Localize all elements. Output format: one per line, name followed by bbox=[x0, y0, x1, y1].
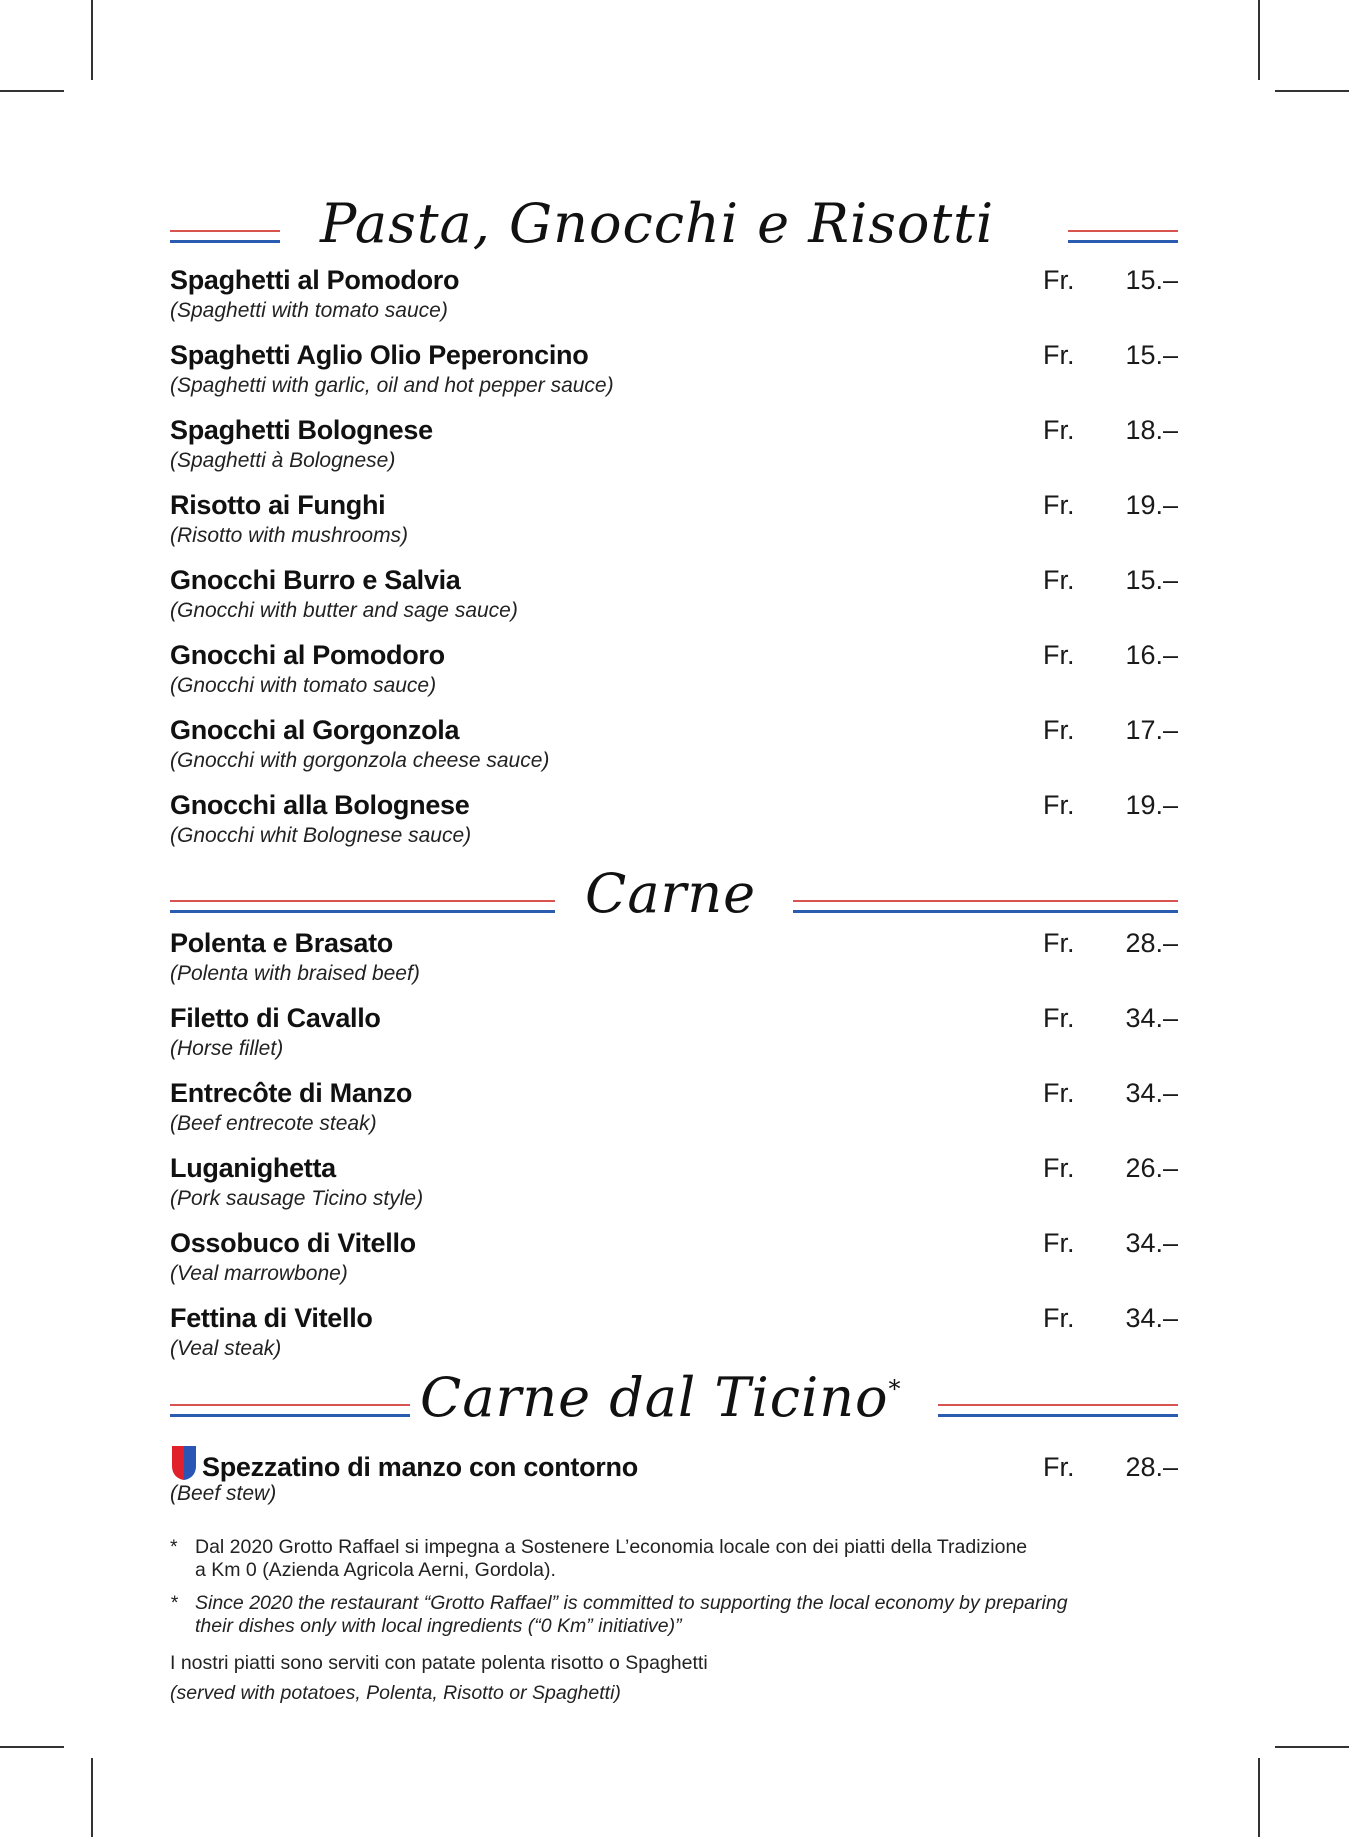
menu-item bbox=[170, 415, 1178, 485]
item-name: Spaghetti Bolognese bbox=[170, 415, 433, 445]
crop-mark bbox=[91, 1758, 93, 1837]
item-name: Filetto di Cavallo bbox=[170, 1003, 381, 1033]
item-price: 15.– bbox=[1125, 340, 1178, 370]
item-price: 17.– bbox=[1125, 715, 1178, 745]
footnote-line: Dal 2020 Grotto Raffael si impegna a Sostenere L’economia locale con dei piatti della Tradizione bbox=[195, 1536, 1028, 1558]
ticino-shield-icon bbox=[170, 1444, 198, 1482]
item-name: Spezzatino di manzo con contorno bbox=[202, 1452, 638, 1482]
item-currency: Fr. bbox=[1043, 565, 1075, 595]
footnote-english bbox=[170, 1592, 1068, 1638]
footnote-italian bbox=[170, 1536, 1027, 1582]
item-name: Ossobuco di Vitello bbox=[170, 1228, 416, 1258]
crop-mark bbox=[1275, 1746, 1349, 1748]
item-currency: Fr. bbox=[1043, 1078, 1075, 1108]
item-price: 19.– bbox=[1125, 490, 1178, 520]
item-name: Gnocchi al Pomodoro bbox=[170, 640, 445, 670]
asterisk-mark: * bbox=[888, 1375, 902, 1403]
menu-item bbox=[170, 490, 1178, 560]
footnote-line: Since 2020 the restaurant “Grotto Raffael” is committed to supporting the local economy by preparing bbox=[195, 1592, 1068, 1614]
item-currency: Fr. bbox=[1043, 340, 1075, 370]
menu-item bbox=[170, 1444, 1178, 1514]
item-description: (Gnocchi with tomato sauce) bbox=[170, 674, 437, 697]
section-title bbox=[420, 1366, 902, 1429]
item-description: (Spaghetti with tomato sauce) bbox=[170, 299, 448, 322]
item-name: Spaghetti Aglio Olio Peperoncino bbox=[170, 340, 589, 370]
section-title-text: Carne dal Ticino bbox=[420, 1366, 889, 1429]
crop-mark bbox=[91, 0, 93, 80]
divider bbox=[1068, 230, 1178, 243]
item-currency: Fr. bbox=[1043, 1452, 1075, 1482]
divider bbox=[170, 900, 555, 913]
item-name: Risotto ai Funghi bbox=[170, 490, 386, 520]
item-currency: Fr. bbox=[1043, 415, 1075, 445]
item-currency: Fr. bbox=[1043, 1228, 1075, 1258]
section-header-pasta bbox=[170, 192, 1178, 272]
asterisk-mark: * bbox=[170, 1536, 178, 1558]
divider bbox=[170, 1404, 410, 1417]
menu-item bbox=[170, 1228, 1178, 1298]
menu-item bbox=[170, 565, 1178, 635]
section-header-ticino bbox=[170, 1366, 1178, 1446]
item-name: Polenta e Brasato bbox=[170, 928, 393, 958]
menu-item bbox=[170, 1003, 1178, 1073]
menu-item bbox=[170, 1153, 1178, 1223]
item-description: (Gnocchi with gorgonzola cheese sauce) bbox=[170, 749, 550, 772]
item-price: 28.– bbox=[1125, 928, 1178, 958]
menu-item bbox=[170, 790, 1178, 860]
item-description: (Polenta with braised beef) bbox=[170, 962, 420, 985]
footnote-line: a Km 0 (Azienda Agricola Aerni, Gordola). bbox=[195, 1559, 556, 1581]
item-price: 18.– bbox=[1125, 415, 1178, 445]
menu-item bbox=[170, 340, 1178, 410]
item-price: 34.– bbox=[1125, 1303, 1178, 1333]
menu-item bbox=[170, 640, 1178, 710]
item-price: 28.– bbox=[1125, 1452, 1178, 1482]
item-price: 34.– bbox=[1125, 1078, 1178, 1108]
menu-item bbox=[170, 928, 1178, 998]
menu-item bbox=[170, 1078, 1178, 1148]
item-description: (Beef entrecote steak) bbox=[170, 1112, 377, 1135]
item-name: Gnocchi Burro e Salvia bbox=[170, 565, 461, 595]
menu-item bbox=[170, 715, 1178, 785]
crop-mark bbox=[1258, 1758, 1260, 1837]
item-name: Entrecôte di Manzo bbox=[170, 1078, 413, 1108]
section-title: Carne bbox=[585, 862, 757, 925]
item-name: Luganighetta bbox=[170, 1153, 336, 1183]
item-description: (Veal marrowbone) bbox=[170, 1262, 348, 1285]
item-price: 19.– bbox=[1125, 790, 1178, 820]
item-description: (Pork sausage Ticino style) bbox=[170, 1187, 424, 1210]
item-description: (Spaghetti à Bolognese) bbox=[170, 449, 396, 472]
sides-note-english: (served with potatoes, Polenta, Risotto or Spaghetti) bbox=[170, 1682, 621, 1704]
item-price: 26.– bbox=[1125, 1153, 1178, 1183]
item-currency: Fr. bbox=[1043, 790, 1075, 820]
item-name: Gnocchi alla Bolognese bbox=[170, 790, 470, 820]
item-price: 16.– bbox=[1125, 640, 1178, 670]
item-description: (Veal steak) bbox=[170, 1337, 282, 1360]
item-currency: Fr. bbox=[1043, 1003, 1075, 1033]
crop-mark bbox=[1275, 90, 1349, 92]
item-name: Fettina di Vitello bbox=[170, 1303, 373, 1333]
item-name: Spaghetti al Pomodoro bbox=[170, 265, 460, 295]
item-currency: Fr. bbox=[1043, 715, 1075, 745]
divider bbox=[938, 1404, 1178, 1417]
item-price: 34.– bbox=[1125, 1003, 1178, 1033]
item-currency: Fr. bbox=[1043, 1303, 1075, 1333]
item-currency: Fr. bbox=[1043, 490, 1075, 520]
item-currency: Fr. bbox=[1043, 265, 1075, 295]
item-description: (Beef stew) bbox=[170, 1482, 277, 1505]
item-price: 15.– bbox=[1125, 265, 1178, 295]
item-description: (Gnocchi with butter and sage sauce) bbox=[170, 599, 518, 622]
item-currency: Fr. bbox=[1043, 640, 1075, 670]
item-description: (Risotto with mushrooms) bbox=[170, 524, 409, 547]
item-description: (Spaghetti with garlic, oil and hot pepper sauce) bbox=[170, 374, 614, 397]
item-name-wrap bbox=[170, 1444, 638, 1483]
item-currency: Fr. bbox=[1043, 1153, 1075, 1183]
asterisk-mark: * bbox=[170, 1592, 178, 1614]
crop-mark bbox=[1258, 0, 1260, 80]
item-name: Gnocchi al Gorgonzola bbox=[170, 715, 460, 745]
menu-item bbox=[170, 265, 1178, 335]
section-title: Pasta, Gnocchi e Risotti bbox=[320, 192, 995, 255]
crop-mark bbox=[0, 1746, 64, 1748]
divider bbox=[170, 230, 280, 243]
footnote-line: their dishes only with local ingredients (“0 Km” initiative)” bbox=[195, 1615, 682, 1637]
item-price: 34.– bbox=[1125, 1228, 1178, 1258]
item-description: (Horse fillet) bbox=[170, 1037, 284, 1060]
crop-mark bbox=[0, 90, 64, 92]
item-price: 15.– bbox=[1125, 565, 1178, 595]
item-description: (Gnocchi whit Bolognese sauce) bbox=[170, 824, 472, 847]
item-currency: Fr. bbox=[1043, 928, 1075, 958]
menu-item bbox=[170, 1303, 1178, 1373]
sides-note: I nostri piatti sono serviti con patate polenta risotto o Spaghetti bbox=[170, 1652, 708, 1674]
divider bbox=[793, 900, 1178, 913]
